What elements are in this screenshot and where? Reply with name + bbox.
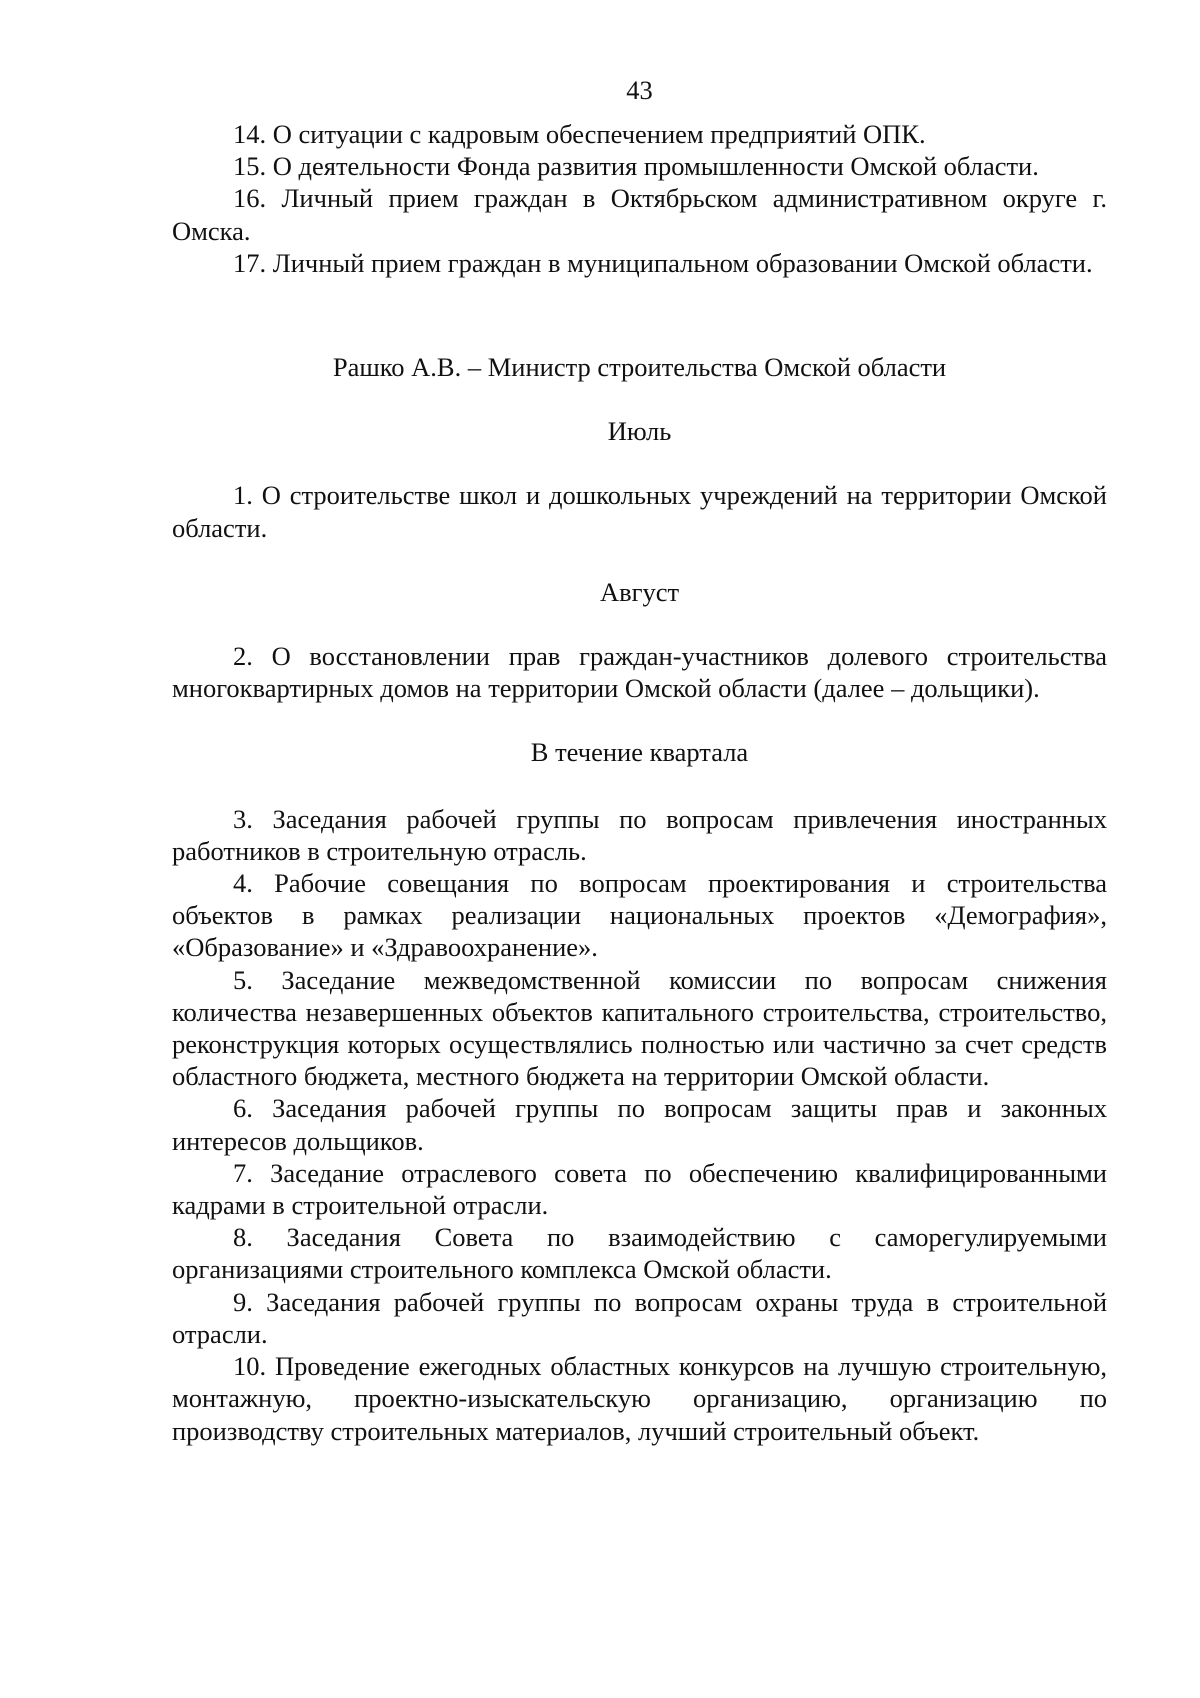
page-number: 43 bbox=[626, 75, 653, 105]
list-item: 10. Проведение ежегодных областных конкурсов на лучшую строительную, монтажную, проектно-изыскательскую организацию, организацию по производству строительных материалов, лучший строительный объект. bbox=[172, 1351, 1107, 1446]
list-item: 14. О ситуации с кадровым обеспечением предприятий ОПК. bbox=[233, 119, 926, 149]
list-item: 3. Заседания рабочей группы по вопросам привлечения иностранных работников в строительную отрасль. bbox=[172, 803, 1107, 866]
list-item: 16. Личный прием граждан в Октябрьском административном округе г. Омска. bbox=[172, 183, 1107, 246]
spacer bbox=[172, 769, 1107, 803]
list-item: 17. Личный прием граждан в муниципальном образовании Омской области. bbox=[233, 247, 1093, 278]
list-item: 7. Заседание отраслевого совета по обеспечению квалифицированными кадрами в строительной отрасли. bbox=[172, 1157, 1107, 1221]
spacer bbox=[172, 544, 1107, 576]
list-item: 8. Заседания Совета по взаимодействию с саморегулируемыми организациями строительного комплекса Омской области. bbox=[172, 1222, 1107, 1285]
spacer bbox=[172, 447, 1107, 479]
list-item: 9. Заседания рабочей группы по вопросам охраны труда в строительной отрасли. bbox=[172, 1286, 1107, 1349]
list-item: 5. Заседание межведомственной комиссии по вопросам снижения количества незавершенных объектов капитального строительства, строительство, реконструкция которых осуществлялись полностью или частично за счет средств областного бюджета, местного бюджета на территории Омской области. bbox=[172, 964, 1107, 1092]
list-item: 6. Заседания рабочей группы по вопросам защиты прав и законных интересов дольщиков. bbox=[172, 1093, 1107, 1156]
section-heading: Рашко А.В. – Министр строительства Омской области bbox=[332, 352, 947, 383]
spacer bbox=[172, 279, 1107, 351]
spacer bbox=[172, 383, 1107, 415]
list-item: 2. О восстановлении прав граждан-участников долевого строительства многоквартирных домов на территории Омской области (далее – дольщики). bbox=[172, 641, 1107, 704]
list-item: 15. О деятельности Фонда развития промышленности Омской области. bbox=[233, 151, 1039, 182]
month-heading-august: Август bbox=[599, 576, 680, 607]
document-body bbox=[172, 70, 1107, 1447]
quarter-heading: В течение квартала bbox=[530, 737, 749, 768]
month-heading-july: Июль bbox=[607, 416, 672, 447]
spacer bbox=[172, 608, 1107, 640]
spacer bbox=[172, 704, 1107, 736]
list-item: 4. Рабочие совещания по вопросам проектирования и строительства объектов в рамках реализации национальных проектов «Демография», «Образование» и «Здравоохранение». bbox=[172, 868, 1107, 963]
list-item: 1. О строительстве школ и дошкольных учреждений на территории Омской области. bbox=[172, 480, 1107, 543]
